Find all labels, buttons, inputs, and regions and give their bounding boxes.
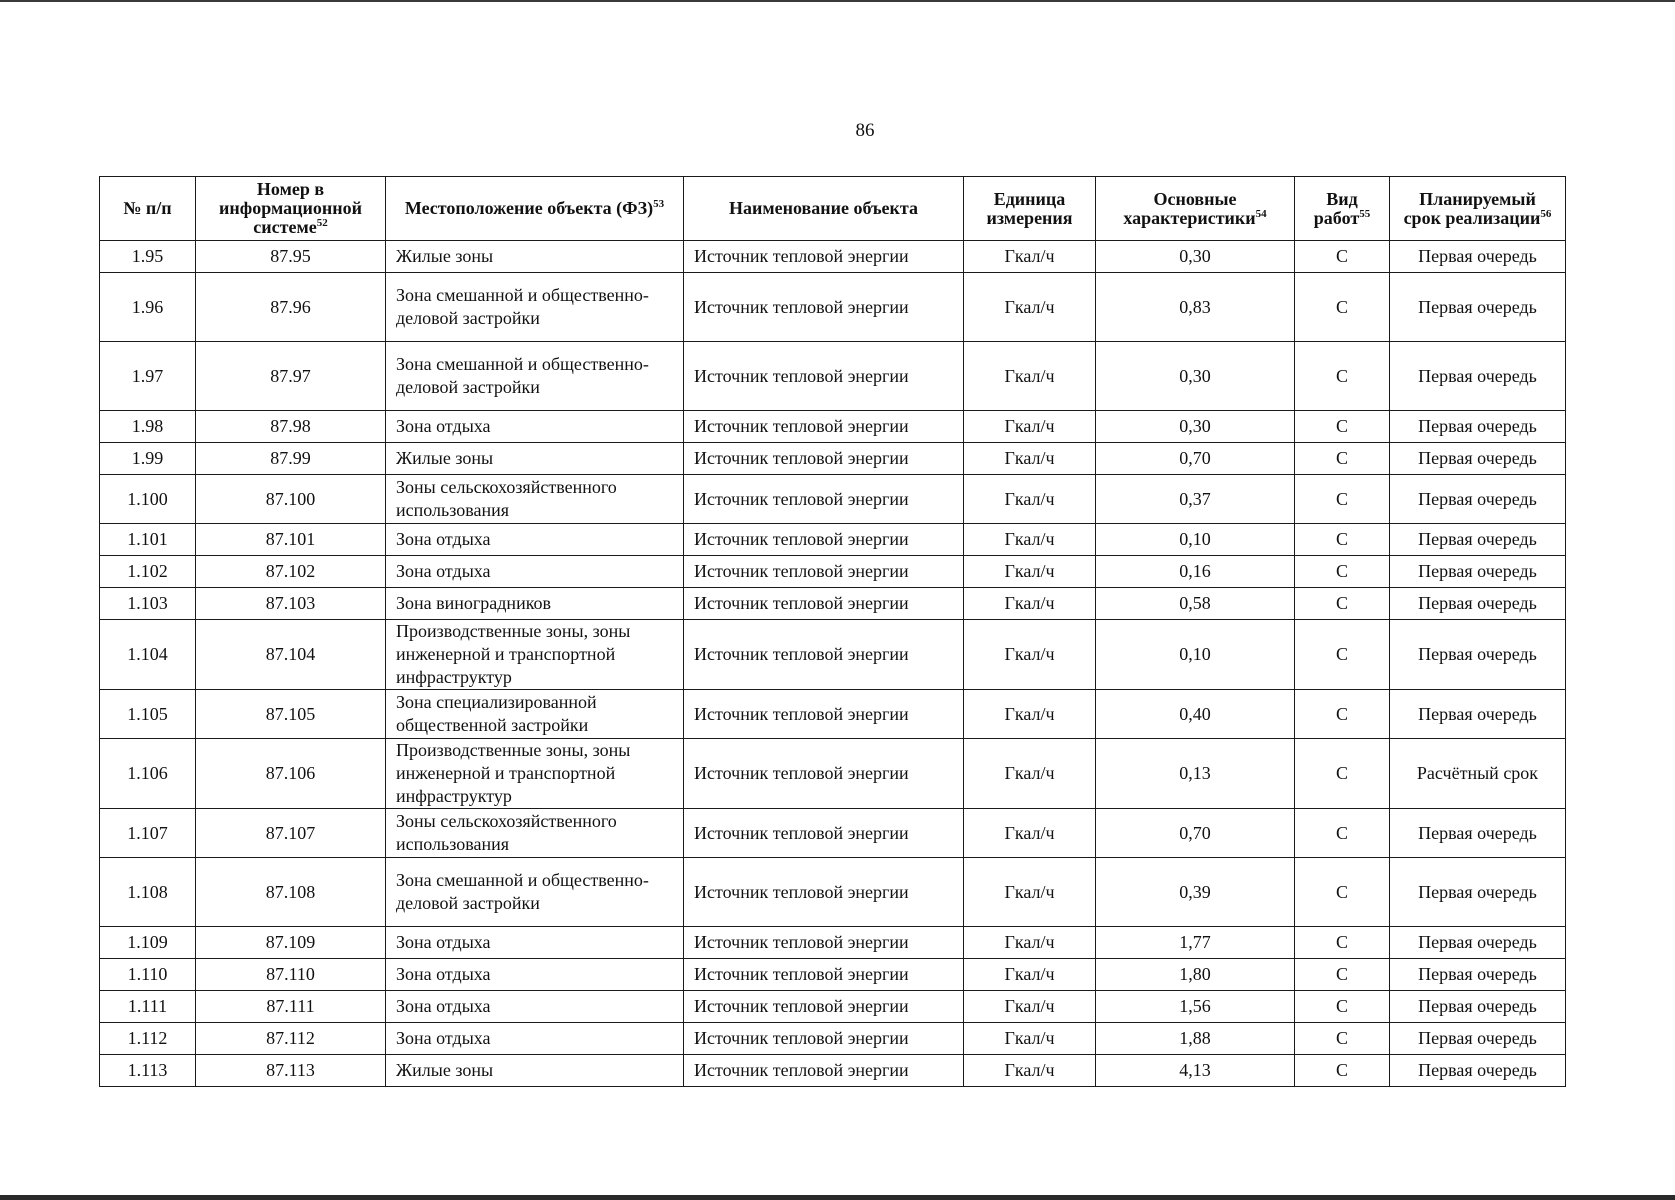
cell-object-name: Источник тепловой энергии [684,620,964,690]
cell-num: 1.100 [100,475,196,524]
cell-object-name: Источник тепловой энергии [684,739,964,809]
cell-unit: Гкал/ч [964,809,1096,858]
cell-object-name: Источник тепловой энергии [684,524,964,556]
cell-num: 1.98 [100,411,196,443]
cell-unit: Гкал/ч [964,443,1096,475]
cell-info-number: 87.113 [196,1055,386,1087]
cell-location: Зона виноградников [386,588,684,620]
cell-unit: Гкал/ч [964,739,1096,809]
cell-value: 0,83 [1096,273,1295,342]
cell-num: 1.96 [100,273,196,342]
cell-location: Жилые зоны [386,241,684,273]
cell-info-number: 87.97 [196,342,386,411]
cell-location: Зона отдыха [386,556,684,588]
table-row [100,959,1566,991]
cell-location: Зона отдыха [386,927,684,959]
cell-term: Первая очередь [1390,588,1566,620]
table-row [100,443,1566,475]
cell-value: 1,88 [1096,1023,1295,1055]
cell-info-number: 87.100 [196,475,386,524]
cell-term: Первая очередь [1390,1023,1566,1055]
cell-location: Зона отдыха [386,991,684,1023]
cell-term: Первая очередь [1390,475,1566,524]
cell-object-name: Источник тепловой энергии [684,411,964,443]
cell-info-number: 87.111 [196,991,386,1023]
cell-object-name: Источник тепловой энергии [684,1023,964,1055]
cell-num: 1.107 [100,809,196,858]
cell-location: Производственные зоны, зоны инженерной и транспортной инфраструктур [386,620,684,690]
cell-term: Первая очередь [1390,273,1566,342]
cell-work-type: С [1295,241,1390,273]
cell-object-name: Источник тепловой энергии [684,809,964,858]
cell-num: 1.95 [100,241,196,273]
cell-work-type: С [1295,690,1390,739]
cell-unit: Гкал/ч [964,411,1096,443]
cell-num: 1.105 [100,690,196,739]
cell-location: Зона смешанной и общественно-деловой застройки [386,858,684,927]
cell-work-type: С [1295,443,1390,475]
cell-term: Первая очередь [1390,991,1566,1023]
cell-term: Первая очередь [1390,342,1566,411]
cell-info-number: 87.110 [196,959,386,991]
objects-table [99,176,1566,1087]
cell-num: 1.97 [100,342,196,411]
cell-object-name: Источник тепловой энергии [684,1055,964,1087]
cell-num: 1.99 [100,443,196,475]
cell-object-name: Источник тепловой энергии [684,588,964,620]
cell-object-name: Источник тепловой энергии [684,991,964,1023]
cell-num: 1.102 [100,556,196,588]
cell-value: 1,80 [1096,959,1295,991]
cell-num: 1.104 [100,620,196,690]
scan-edge-bottom [0,1195,1675,1200]
cell-value: 0,30 [1096,411,1295,443]
table-row [100,241,1566,273]
cell-term: Первая очередь [1390,411,1566,443]
table-row [100,927,1566,959]
cell-work-type: С [1295,620,1390,690]
header-object-name: Наименование объекта [684,177,964,241]
cell-term: Первая очередь [1390,858,1566,927]
table-row [100,556,1566,588]
cell-unit: Гкал/ч [964,991,1096,1023]
table-row [100,739,1566,809]
cell-info-number: 87.107 [196,809,386,858]
header-unit: Единица измерения [964,177,1096,241]
cell-info-number: 87.109 [196,927,386,959]
cell-work-type: С [1295,1055,1390,1087]
table-header-row [100,177,1566,241]
header-term: Планируемый срок реализации$^{56}$ [1390,177,1566,241]
cell-location: Зона отдыха [386,959,684,991]
header-characteristics: Основные характеристики$^{54}$ [1096,177,1295,241]
cell-unit: Гкал/ч [964,959,1096,991]
cell-unit: Гкал/ч [964,1055,1096,1087]
cell-info-number: 87.101 [196,524,386,556]
table-row [100,620,1566,690]
cell-info-number: 87.108 [196,858,386,927]
cell-value: 0,30 [1096,241,1295,273]
table-row [100,273,1566,342]
cell-unit: Гкал/ч [964,241,1096,273]
cell-location: Зона отдыха [386,411,684,443]
table-row [100,475,1566,524]
cell-term: Расчётный срок [1390,739,1566,809]
cell-work-type: С [1295,927,1390,959]
cell-term: Первая очередь [1390,927,1566,959]
cell-num: 1.111 [100,991,196,1023]
cell-unit: Гкал/ч [964,273,1096,342]
cell-work-type: С [1295,959,1390,991]
cell-object-name: Источник тепловой энергии [684,959,964,991]
cell-info-number: 87.105 [196,690,386,739]
footnote-ref-52: 52 [316,217,328,229]
cell-info-number: 87.98 [196,411,386,443]
cell-num: 1.109 [100,927,196,959]
cell-object-name: Источник тепловой энергии [684,475,964,524]
cell-value: 4,13 [1096,1055,1295,1087]
footnote-ref-54: 54 [1255,207,1267,220]
cell-num: 1.112 [100,1023,196,1055]
cell-value: 0,39 [1096,858,1295,927]
cell-num: 1.108 [100,858,196,927]
header-location: Местоположение объекта (ФЗ)$^{53}$ [386,177,684,241]
cell-term: Первая очередь [1390,809,1566,858]
table-row [100,1023,1566,1055]
cell-work-type: С [1295,1023,1390,1055]
cell-unit: Гкал/ч [964,620,1096,690]
cell-work-type: С [1295,411,1390,443]
cell-work-type: С [1295,588,1390,620]
cell-work-type: С [1295,858,1390,927]
cell-info-number: 87.99 [196,443,386,475]
cell-object-name: Источник тепловой энергии [684,342,964,411]
cell-work-type: С [1295,991,1390,1023]
table-row [100,411,1566,443]
cell-location: Производственные зоны, зоны инженерной и транспортной инфраструктур [386,739,684,809]
table-row [100,858,1566,927]
cell-location: Жилые зоны [386,1055,684,1087]
cell-work-type: С [1295,556,1390,588]
cell-unit: Гкал/ч [964,858,1096,927]
cell-info-number: 87.102 [196,556,386,588]
cell-value: 0,10 [1096,524,1295,556]
cell-info-number: 87.112 [196,1023,386,1055]
cell-term: Первая очередь [1390,556,1566,588]
cell-location: Зона отдыха [386,1023,684,1055]
cell-work-type: С [1295,524,1390,556]
cell-value: 0,58 [1096,588,1295,620]
footnote-ref-56: 56 [1540,207,1552,220]
cell-num: 1.106 [100,739,196,809]
header-num: № п/п [100,177,196,241]
cell-value: 0,30 [1096,342,1295,411]
cell-unit: Гкал/ч [964,1023,1096,1055]
cell-unit: Гкал/ч [964,588,1096,620]
cell-value: 0,70 [1096,809,1295,858]
footnote-ref-53: 53 [653,198,665,210]
table-row [100,809,1566,858]
header-work-type: Вид работ$^{55}$ [1295,177,1390,241]
cell-term: Первая очередь [1390,620,1566,690]
cell-work-type: С [1295,809,1390,858]
cell-term: Первая очередь [1390,690,1566,739]
cell-unit: Гкал/ч [964,524,1096,556]
cell-info-number: 87.106 [196,739,386,809]
footnote-ref-55: 55 [1359,207,1371,220]
page-number: 86 [855,120,875,141]
cell-value: 1,77 [1096,927,1295,959]
cell-value: 0,40 [1096,690,1295,739]
cell-location: Зона специализированной общественной застройки [386,690,684,739]
cell-location: Зоны сельскохозяйственного использования [386,809,684,858]
cell-object-name: Источник тепловой энергии [684,858,964,927]
cell-object-name: Источник тепловой энергии [684,443,964,475]
cell-work-type: С [1295,273,1390,342]
cell-term: Первая очередь [1390,959,1566,991]
cell-info-number: 87.96 [196,273,386,342]
table-row [100,1055,1566,1087]
cell-work-type: С [1295,342,1390,411]
table-row [100,690,1566,739]
table-row [100,588,1566,620]
cell-info-number: 87.103 [196,588,386,620]
cell-object-name: Источник тепловой энергии [684,273,964,342]
cell-value: 1,56 [1096,991,1295,1023]
cell-term: Первая очередь [1390,443,1566,475]
header-info-number: Номер в информационной системе$^{52}$ [196,177,386,241]
cell-value: 0,70 [1096,443,1295,475]
cell-location: Зоны сельскохозяйственного использования [386,475,684,524]
cell-num: 1.110 [100,959,196,991]
cell-unit: Гкал/ч [964,475,1096,524]
table-row [100,991,1566,1023]
cell-unit: Гкал/ч [964,556,1096,588]
cell-location: Зона смешанной и общественно-деловой застройки [386,273,684,342]
cell-object-name: Источник тепловой энергии [684,927,964,959]
cell-value: 0,13 [1096,739,1295,809]
cell-unit: Гкал/ч [964,927,1096,959]
cell-object-name: Источник тепловой энергии [684,556,964,588]
cell-value: 0,16 [1096,556,1295,588]
cell-location: Зона смешанной и общественно-деловой застройки [386,342,684,411]
cell-unit: Гкал/ч [964,342,1096,411]
cell-term: Первая очередь [1390,1055,1566,1087]
scan-edge-top [0,0,1675,2]
cell-info-number: 87.95 [196,241,386,273]
table-row [100,342,1566,411]
cell-location: Зона отдыха [386,524,684,556]
cell-num: 1.113 [100,1055,196,1087]
cell-info-number: 87.104 [196,620,386,690]
cell-object-name: Источник тепловой энергии [684,690,964,739]
cell-unit: Гкал/ч [964,690,1096,739]
cell-term: Первая очередь [1390,241,1566,273]
cell-location: Жилые зоны [386,443,684,475]
cell-value: 0,10 [1096,620,1295,690]
table-row [100,524,1566,556]
cell-work-type: С [1295,475,1390,524]
cell-term: Первая очередь [1390,524,1566,556]
cell-num: 1.101 [100,524,196,556]
cell-object-name: Источник тепловой энергии [684,241,964,273]
cell-work-type: С [1295,739,1390,809]
cell-num: 1.103 [100,588,196,620]
cell-value: 0,37 [1096,475,1295,524]
